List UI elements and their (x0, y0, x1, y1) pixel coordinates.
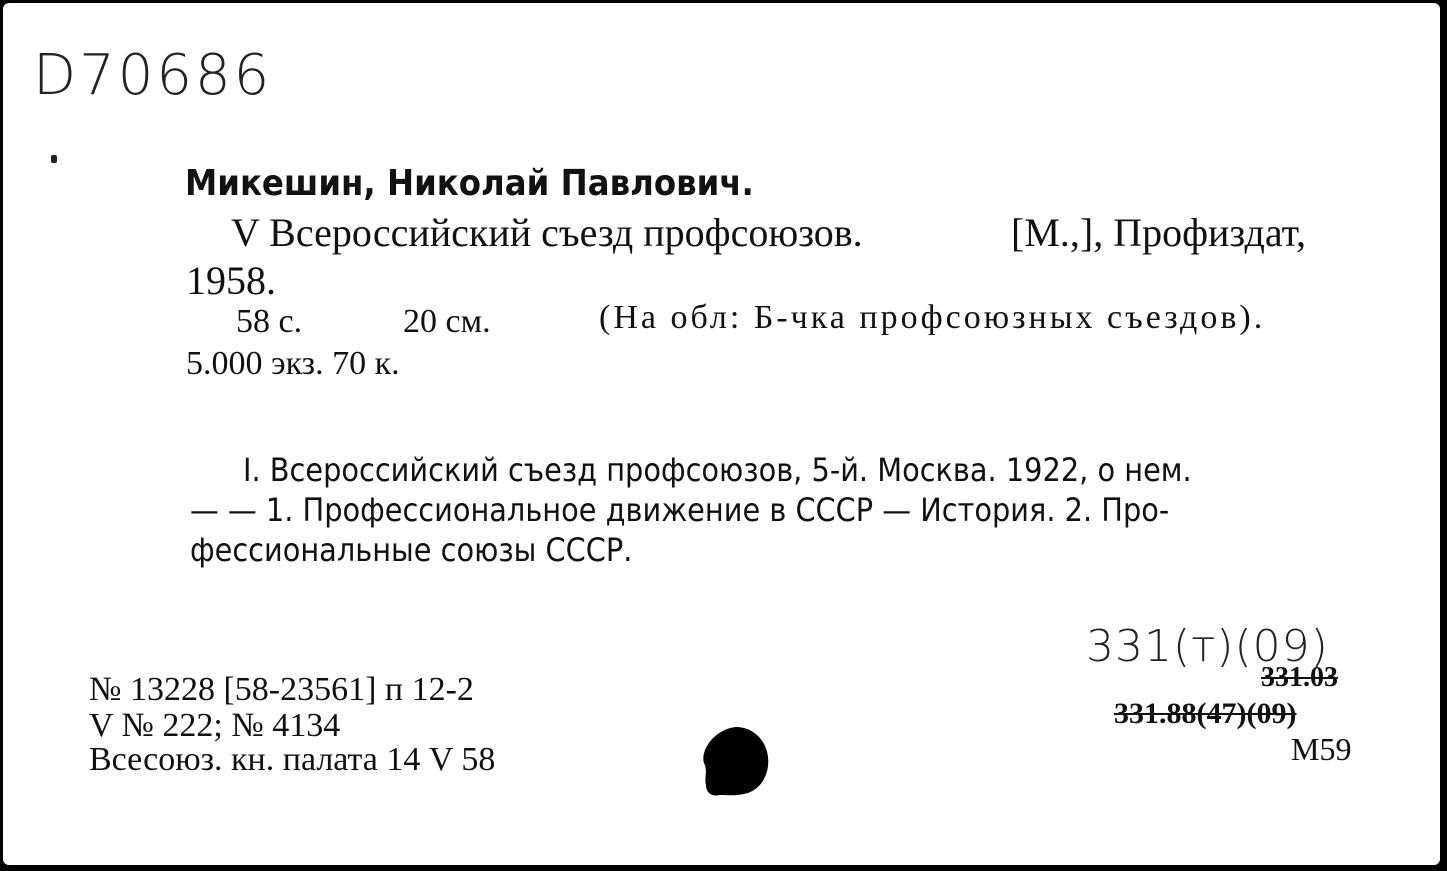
collation-pages: 58 с. (236, 303, 303, 340)
catalog-card (3, 3, 1440, 865)
imprint: [М.,], Профиздат, (1011, 210, 1307, 255)
registration-line-3: Всесоюз. кн. палата 14 V 58 (89, 741, 496, 778)
collation-size: 20 см. (403, 303, 491, 340)
series-note: (На обл: Б-чка профсоюзных съездов). (599, 299, 1266, 336)
handwritten-classification: 331(т)(09) (1086, 621, 1329, 672)
publication-year: 1958. (186, 258, 276, 303)
classification-line-2: 331.88(47)(09) (1114, 697, 1297, 730)
bullet-mark (51, 155, 57, 163)
subject-line-3: фессиональные союзы СССР. (190, 531, 633, 569)
classification-line-1: 331.03 (1261, 662, 1338, 693)
subject-line-2: — — 1. Профессиональное движение в СССР — История. 2. Про- (190, 491, 1170, 529)
ink-blot (700, 725, 770, 797)
author-heading: Микешин, Николай Павлович. (185, 163, 754, 204)
registration-line-2: V № 222; № 4134 (89, 707, 341, 744)
title-statement: V Всероссийский съезд профсоюзов. (231, 210, 863, 255)
handwritten-code: D70686 (33, 43, 273, 108)
registration-line-1: № 13228 [58-23561] п 12-2 (89, 671, 474, 708)
classification-line-3: М59 (1291, 731, 1352, 767)
edition-price: 5.000 экз. 70 к. (186, 345, 400, 382)
subject-line-1: I. Всероссийский съезд профсоюзов, 5-й. Москва. 1922, о нем. (243, 451, 1192, 489)
